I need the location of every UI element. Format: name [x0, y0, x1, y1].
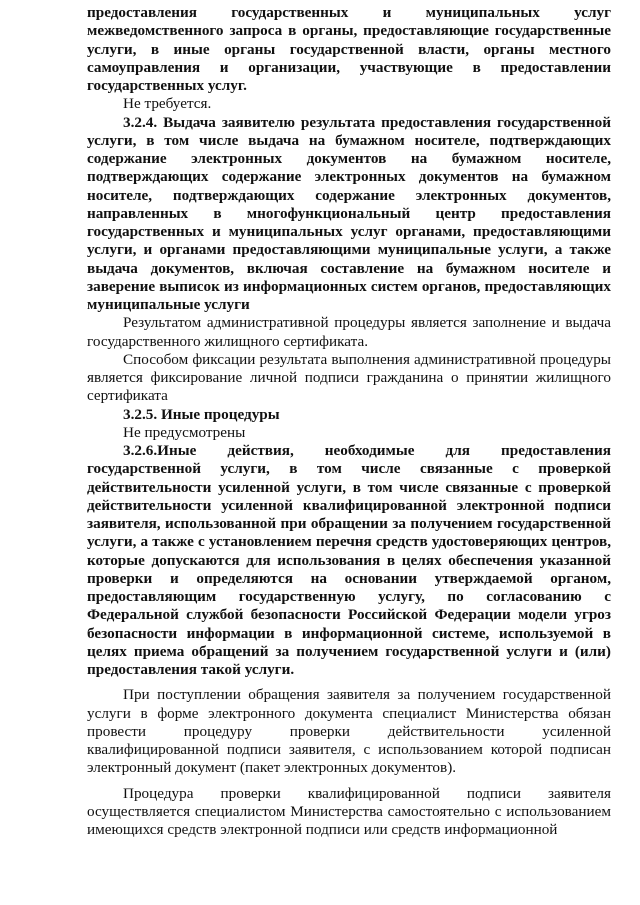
paragraph-result-procedure: Результатом административной процедуры является заполнение и выдача государственного жилищного сертификата.	[87, 314, 611, 350]
document-page	[87, 4, 611, 839]
heading-3-2-6-other-actions: 3.2.6.Иные действия, необходимые для предоставления государственной услуги, в том числе связанные с проверкой действительности усиленной услуги, в том числе связанные с проверкой действительности усиленной квалифицированной электронной подписи заявителя, использованной при обращении за получением государственной услуги, а также с установлением перечня средств удостоверяющих центров, которые допускаются для использования в целях обеспечения указанной проверки и определяются на основании утверждаемой органом, предоставляющим государственную услугу, по согласованию с Федеральной службой безопасности Российской Федерации модели угроз безопасности информации в информационной системе, используемой в целях приема обращений за получением государственной услуги и (или) предоставления такой услуги.	[87, 442, 611, 678]
heading-3-2-4-issuance: 3.2.4. Выдача заявителю результата предоставления государственной услуги, в том числе выдача на бумажном носителе, подтверждающих содержание электронных документов на бумажном носителе, подтверждающих содержание электронных документов на бумажном носителе, подтверждающих содержание электронных документов, направленных в многофункциональный центр предоставления государственных и муниципальных услуг органами, предоставляющими услуги, и органами предоставляющими муниципальные услуги, а также выдача документов, включая составление на бумажном носителе и заверение выписок из информационных систем органов, предоставляющих муниципальные услуги	[87, 113, 611, 313]
paragraph-signature-check-procedure: Процедура проверки квалифицированной подписи заявителя осуществляется специалистом Министерства самостоятельно с использованием имеющихся средств электронной подписи или средств информационной	[87, 784, 611, 838]
paragraph-fixation-method: Способом фиксации результата выполнения административной процедуры является фиксирование личной подписи гражданина о принятии жилищного сертификата	[87, 350, 611, 405]
paragraph-electronic-request-check: При поступлении обращения заявителя за получением государственной услуги в форме электронного документа специалист Министерства обязан провести процедуру проверки действительности усиленной квалифицированной подписи заявителя, с использованием которой подписан электронный документ (пакет электронных документов).	[87, 686, 611, 777]
heading-3-2-5-other-procedures: 3.2.5. Иные процедуры	[123, 405, 280, 423]
paragraph-interagency-request: предоставления государственных и муниципальных услуг межведомственного запроса в органы, предоставляющие государственные услуги, в иные органы государственной власти, органы местного самоуправления и организации, участвующие в предоставлении государственных услуг.	[87, 4, 611, 94]
paragraph-not-required: Не требуется.	[123, 95, 212, 113]
paragraph-not-provided: Не предусмотрены	[123, 423, 246, 441]
